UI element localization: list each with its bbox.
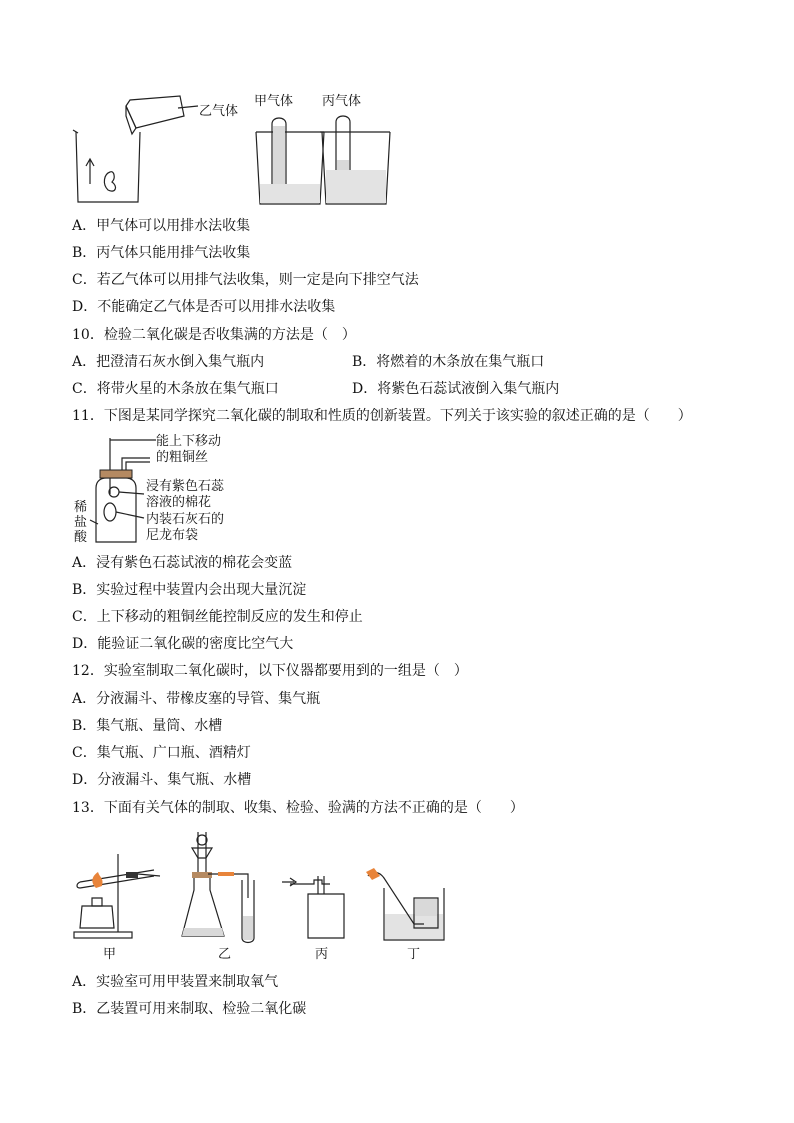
q9-option-a: A．甲气体可以用排水法收集 <box>72 218 251 234</box>
q9-option-b: B．丙气体只能用排气法收集 <box>72 245 251 261</box>
q12-option-d: D．分液漏斗、集气瓶、水槽 <box>72 772 252 788</box>
label-wire-1: 能上下移动 <box>156 434 222 449</box>
q11-option-b: B．实验过程中装置内会出现大量沉淀 <box>72 582 307 598</box>
label-apparatus-jia: 甲 <box>103 947 117 962</box>
label-gas-jia: 甲气体 <box>254 94 294 109</box>
label-gas-bing: 丙气体 <box>322 94 362 109</box>
label-acid-2: 盐 <box>74 515 88 530</box>
label-apparatus-ding: 丁 <box>407 947 421 962</box>
q11-option-a: A．浸有紫色石蕊试液的棉花会变蓝 <box>72 555 293 571</box>
q12-option-c: C．集气瓶、广口瓶、酒精灯 <box>72 745 251 761</box>
q10-stem: 10．检验二氧化碳是否收集满的方法是（ ） <box>72 327 356 343</box>
label-wire-2: 的粗铜丝 <box>156 450 209 465</box>
q9-option-c: C．若乙气体可以用排气法收集，则一定是向下排空气法 <box>72 272 419 288</box>
q12-option-b: B．集气瓶、量筒、水槽 <box>72 718 223 734</box>
label-bag-1: 内装石灰石的 <box>146 512 225 527</box>
label-cotton-2: 溶液的棉花 <box>146 495 212 510</box>
q12-stem: 12．实验室制取二氧化碳时，以下仪器都要用到的一组是（ ） <box>72 663 468 679</box>
q11-option-d: D．能验证二氧化碳的密度比空气大 <box>72 636 294 652</box>
q10-option-a: A．把澄清石灰水倒入集气瓶内 <box>72 354 265 370</box>
q11-option-c: C．上下移动的粗铜丝能控制反应的发生和停止 <box>72 609 363 625</box>
q13-option-a: A．实验室可用甲装置来制取氧气 <box>72 974 279 990</box>
label-acid-1: 稀 <box>74 500 88 515</box>
q11-stem: 11．下图是某同学探究二氧化碳的制取和性质的创新装置。下列关于该实验的叙述正确的是（ ） <box>72 408 692 424</box>
label-apparatus-yi: 乙 <box>218 947 232 962</box>
q13-option-b: B．乙装置可用来制取、检验二氧化碳 <box>72 1001 307 1017</box>
label-bag-2: 尼龙布袋 <box>146 528 199 543</box>
q10-option-c: C．将带火星的木条放在集气瓶口 <box>72 381 279 397</box>
q10-option-d: D．将紫色石蕊试液倒入集气瓶内 <box>352 381 560 397</box>
label-gas-yi: 乙气体 <box>199 104 239 119</box>
gas-apparatus-figure <box>68 828 468 948</box>
q13-stem: 13．下面有关气体的制取、收集、检验、验满的方法不正确的是（ ） <box>72 800 524 816</box>
q9-option-d: D．不能确定乙气体是否可以用排水法收集 <box>72 299 336 315</box>
label-apparatus-bing: 丙 <box>315 947 329 962</box>
q10-option-b: B．将燃着的木条放在集气瓶口 <box>352 354 545 370</box>
label-acid-3: 酸 <box>74 530 88 545</box>
q12-option-a: A．分液漏斗、带橡皮塞的导管、集气瓶 <box>72 691 321 707</box>
label-cotton-1: 浸有紫色石蕊 <box>146 479 225 494</box>
